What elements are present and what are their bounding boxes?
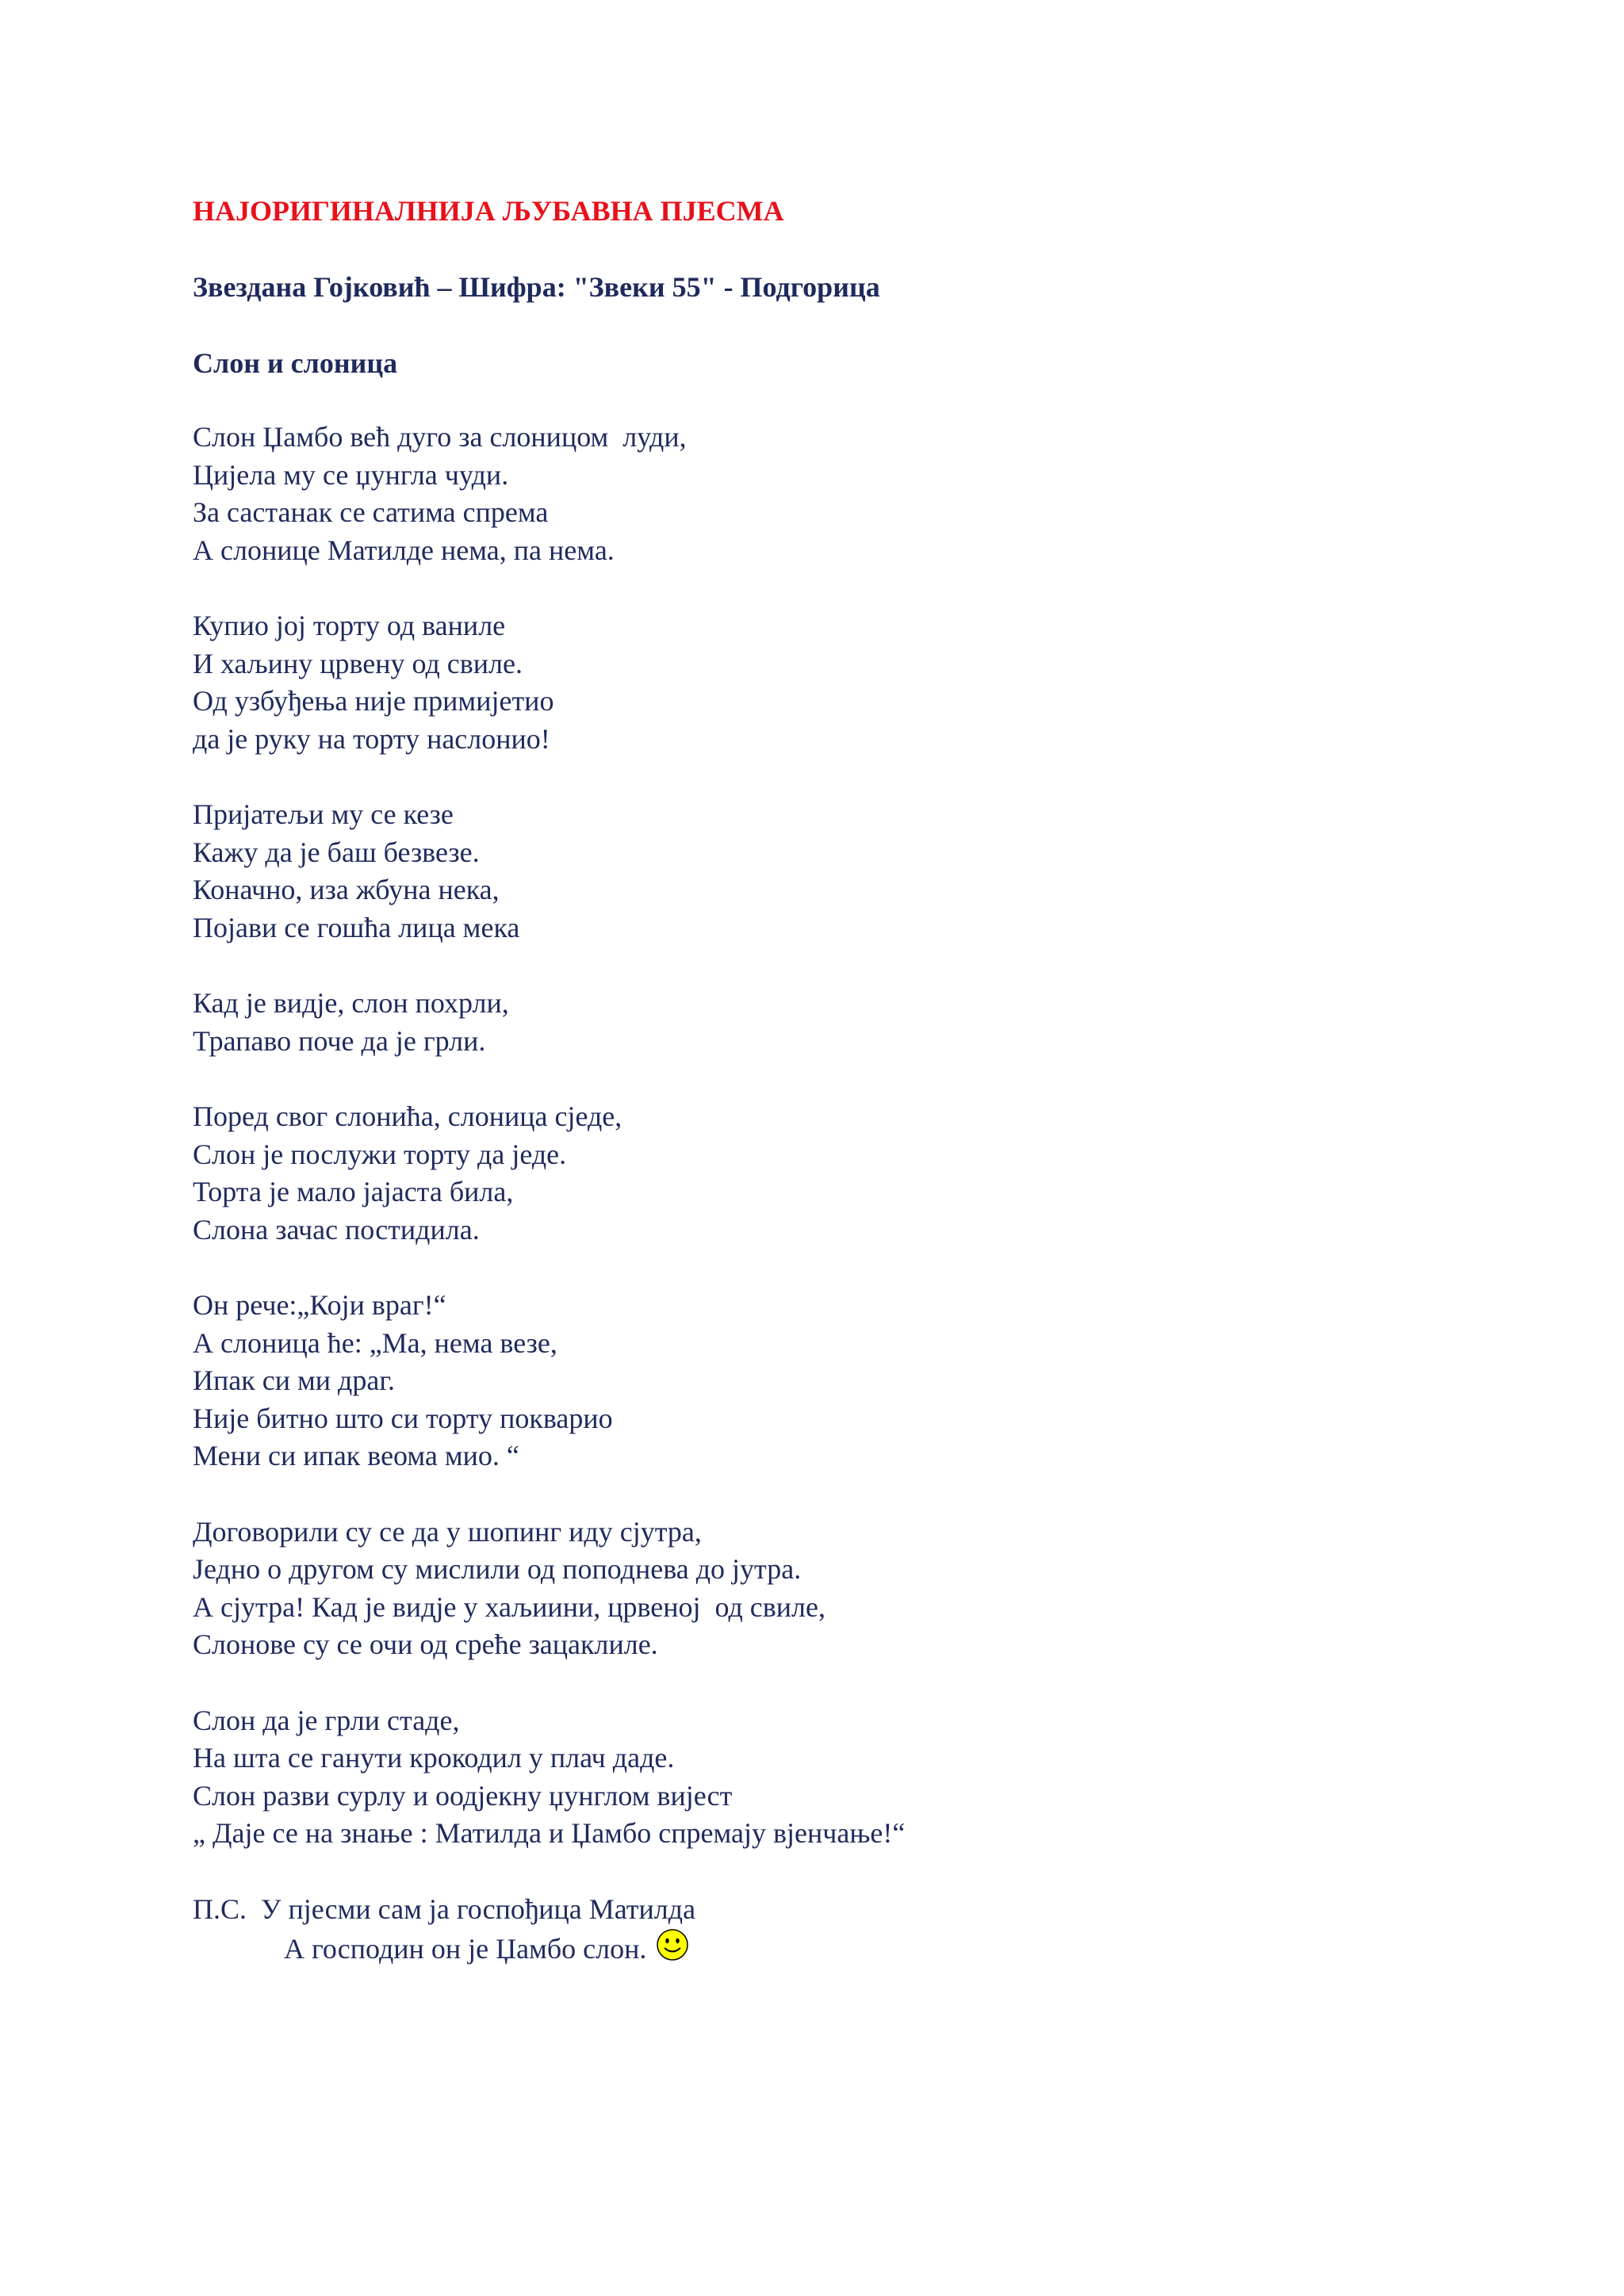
- poem-line: Једно о другом су мислили од поподнева до јутра.: [193, 1553, 802, 1585]
- postscript-line-1: П.С. У пјесми сам ја госпођица Матилда: [193, 1892, 696, 1925]
- poem-line: Слон Џамбо већ дуго за слоницом луди,: [193, 421, 687, 453]
- document-title: НАЈОРИГИНАЛНИЈА ЉУБАВНА ПЈЕСМА: [193, 195, 784, 227]
- poem-line: За састанак се сатима спрема: [193, 496, 549, 528]
- postscript: [193, 1891, 1541, 1969]
- stanza-2: [193, 607, 1541, 758]
- poem-line: Слон је послужи торту да једе.: [193, 1138, 567, 1170]
- poem-line: На шта се ганути крокодил у плач даде.: [193, 1742, 675, 1774]
- poem-line: А слонице Матилде нема, па нема.: [193, 534, 615, 566]
- poem-line: Коначно, иза жбуна нека,: [193, 874, 500, 905]
- poem-line: Појави се гошћа лица мека: [193, 911, 520, 943]
- stanza-5: [193, 1098, 1541, 1249]
- poem-line: Од узбуђења није примијетио: [193, 685, 554, 717]
- poem-line: Купио јој торту од ваниле: [193, 610, 506, 641]
- poem-line: Трапаво поче да је грли.: [193, 1024, 486, 1057]
- poem-line: Мени си ипак веома мио. “: [193, 1440, 519, 1471]
- smiley-face-icon: [656, 1928, 689, 1961]
- poem-line: Кажу да је баш безвезе.: [193, 836, 480, 868]
- poem-line: А слоница ће: „Ма, нема везе,: [193, 1326, 557, 1359]
- poem-title: Слон и слоница: [193, 347, 398, 379]
- poem-line: Договорили су се да у шопинг иду сјутра,: [193, 1515, 702, 1548]
- document-page: [193, 190, 1541, 1969]
- poem-line: Слонове су се очи од среће зацаклиле.: [193, 1628, 658, 1660]
- stanza-6: [193, 1287, 1541, 1475]
- poem-line: Цијела му се џунгла чуди.: [193, 458, 509, 491]
- poem-line: Слон разви сурлу и оодјекну џунглом вијест: [193, 1779, 733, 1812]
- poem-line: Он рече:„Који враг!“: [193, 1289, 446, 1321]
- poem-line: „ Даје се на знање : Матилда и Џамбо спремају вјенчање!“: [193, 1817, 906, 1849]
- poem-line: Није битно што си торту покварио: [193, 1402, 613, 1434]
- stanza-1: [193, 419, 1541, 569]
- poem-body: [193, 419, 1541, 1969]
- poem-line: Поред свог слонића, слоница сједе,: [193, 1100, 622, 1132]
- poem-line: да је руку на торту наслонио!: [193, 722, 550, 755]
- poem-line: Слон да је грли стаде,: [193, 1704, 460, 1736]
- postscript-line-2: [193, 1928, 1541, 1969]
- stanza-3: [193, 796, 1541, 947]
- author-line: Звездана Гојковић – Шифра: "Звеки 55" - Подгорица: [193, 271, 880, 303]
- stanza-7: [193, 1513, 1541, 1664]
- poem-line: А сјутра! Кад је видје у хаљиини, црвеној од свиле,: [193, 1590, 825, 1623]
- stanza-4: [193, 985, 1541, 1060]
- poem-line: Ипак си ми драг.: [193, 1364, 396, 1396]
- poem-line: И хаљину црвену од свиле.: [193, 647, 523, 679]
- poem-line: Кад је видје, слон похрли,: [193, 987, 509, 1019]
- stanza-8: [193, 1702, 1541, 1853]
- poem-line: Торта је мало јајаста била,: [193, 1176, 514, 1207]
- postscript-line-2-text: А господин он је Џамбо слон.: [284, 1933, 647, 1965]
- poem-line: Пријатељи му се кезе: [193, 798, 454, 830]
- poem-line: Слона зачас постидила.: [193, 1213, 480, 1246]
